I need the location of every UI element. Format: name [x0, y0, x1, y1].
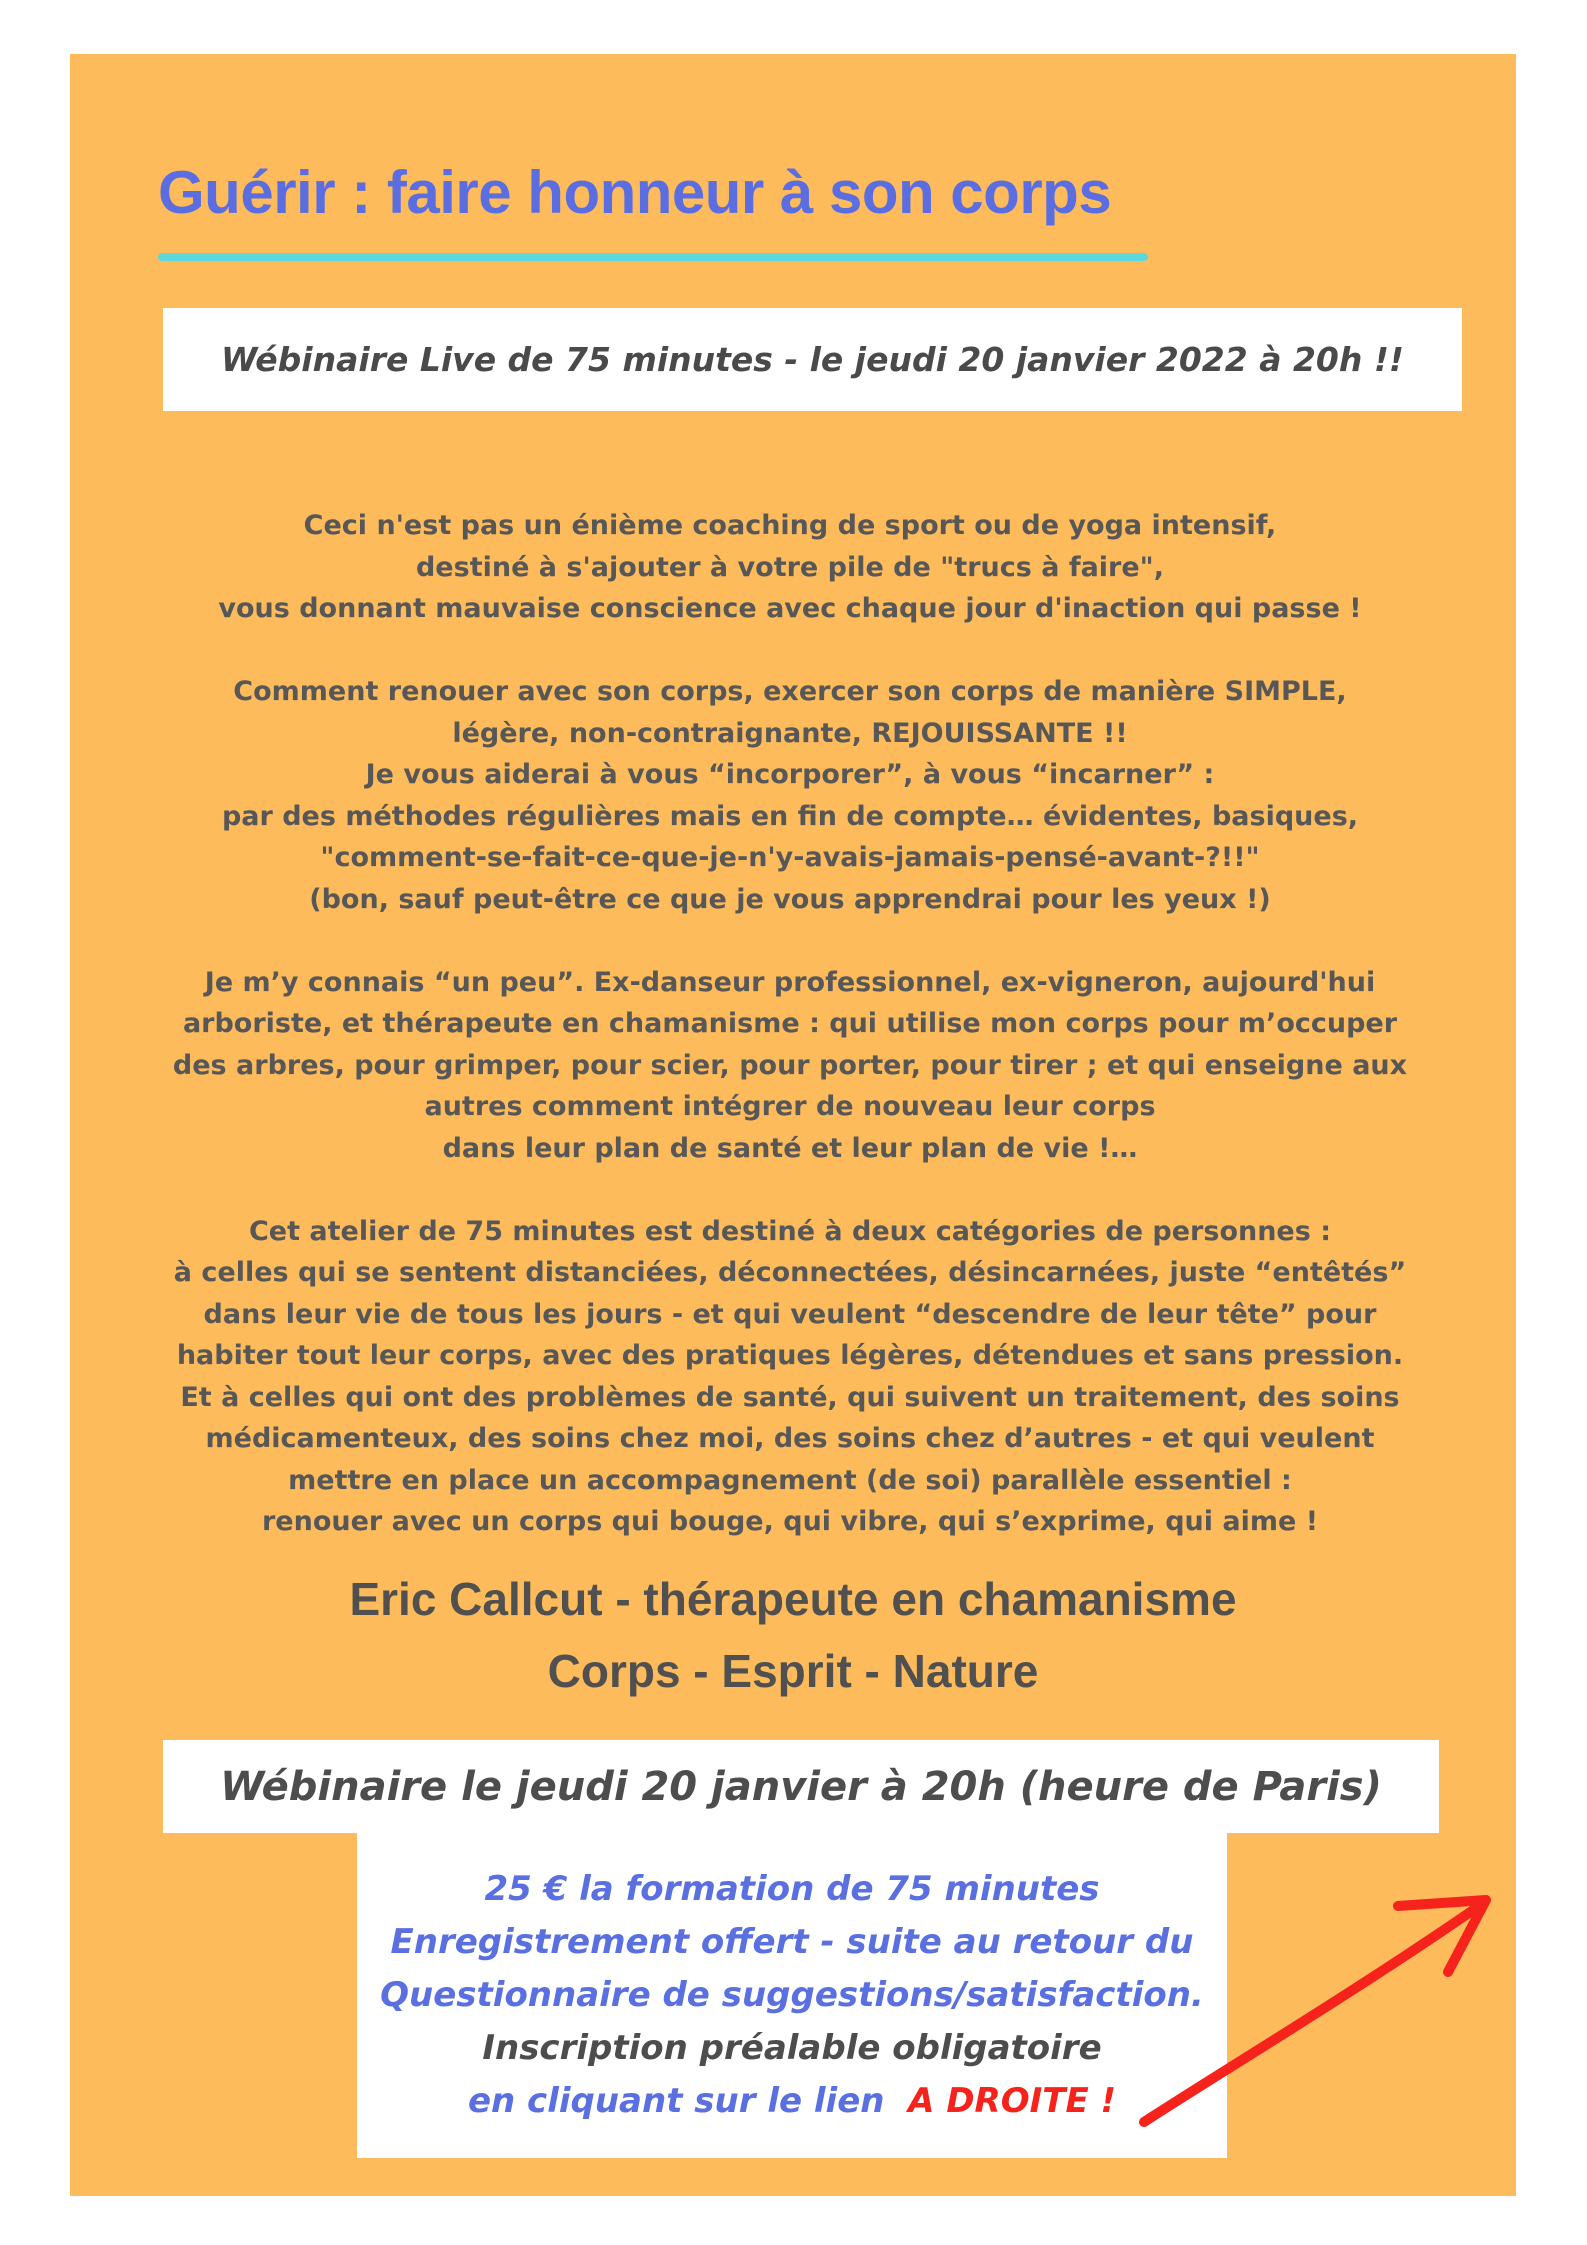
author-tagline: Corps - Esprit - Nature	[547, 1645, 1039, 1697]
paragraph-line: arboriste, et thérapeute en chamanisme : qui utilise mon corps pour m’occuper	[182, 1008, 1398, 1039]
paragraph-line: Je m’y connais “un peu”. Ex-danseur professionnel, ex-vigneron, aujourd'hui	[204, 966, 1376, 998]
paragraph-intro	[120, 505, 1460, 630]
paragraph-line: vous donnant mauvaise conscience avec chaque jour d'inaction qui passe !	[218, 593, 1362, 624]
page-title: Guérir : faire honneur à son corps	[158, 159, 1112, 226]
red-arrow-icon	[1130, 1890, 1510, 2150]
offer-recording: Enregistrement offert - suite au retour du	[390, 1922, 1194, 1962]
date-banner-text: Wébinaire Live de 75 minutes - le jeudi 20 janvier 2022 à 20h !!	[221, 340, 1404, 379]
date-banner	[163, 308, 1462, 411]
paragraph-line: par des méthodes régulières mais en fin de compte… évidentes, basiques,	[221, 800, 1359, 832]
paragraph-line: des arbres, pour grimper, pour scier, pour porter, pour tirer ; et qui enseigne aux	[172, 1049, 1408, 1081]
paragraph-line: Comment renouer avec son corps, exercer son corps de manière SIMPLE,	[233, 676, 1347, 707]
paragraph-method	[120, 671, 1460, 920]
description	[120, 505, 1460, 1543]
paragraph-line: Je vous aiderai à vous “incorporer”, à vous “incarner” :	[365, 759, 1215, 790]
paragraph-author	[120, 962, 1460, 1170]
paragraph-line: habiter tout leur corps, avec des pratiques légères, détendues et sans pression.	[176, 1340, 1404, 1371]
author-name: Eric Callcut - thérapeute en chamanisme	[349, 1573, 1237, 1625]
offer-registration: Inscription préalable obligatoire	[482, 2028, 1102, 2068]
paragraph-line: Ceci n'est pas un énième coaching de sport ou de yoga intensif,	[303, 510, 1277, 541]
paragraph-line: mettre en place un accompagnement (de soi) parallèle essentiel :	[288, 1464, 1292, 1496]
offer-box	[357, 1833, 1227, 2158]
paragraph-line: dans leur vie de tous les jours - et qui veulent “descendre de leur tête” pour	[203, 1298, 1377, 1330]
title-underline	[158, 253, 1148, 261]
paragraph-line: Et à celles qui ont des problèmes de santé, qui suivent un traitement, des soins	[180, 1381, 1400, 1413]
paragraph-line: destiné à s'ajouter à votre pile de "trucs à faire",	[415, 551, 1164, 583]
offer-link-line	[468, 2075, 1116, 2128]
offer-link-target[interactable]: A DROITE !	[908, 2081, 1117, 2121]
paragraph-audience	[120, 1211, 1460, 1543]
paragraph-line: renouer avec un corps qui bouge, qui vibre, qui s’exprime, qui aime !	[261, 1506, 1319, 1537]
webinar-banner	[163, 1740, 1439, 1833]
signature	[70, 1563, 1516, 1707]
paragraph-line: (bon, sauf peut-être ce que je vous apprendrai pour les yeux !)	[309, 883, 1271, 915]
paragraph-line: "comment-se-fait-ce-que-je-n'y-avais-jamais-pensé-avant-?!!"	[320, 842, 1260, 873]
paragraph-line: médicamenteux, des soins chez moi, des soins chez d’autres - et qui veulent	[205, 1423, 1375, 1454]
paragraph-line: autres comment intégrer de nouveau leur corps	[424, 1091, 1156, 1122]
paragraph-line: dans leur plan de santé et leur plan de vie !…	[442, 1132, 1138, 1164]
offer-link-text: en cliquant sur le lien	[467, 2081, 885, 2121]
paragraph-line: Cet atelier de 75 minutes est destiné à deux catégories de personnes :	[248, 1215, 1332, 1247]
webinar-banner-text: Wébinaire le jeudi 20 janvier à 20h (heure de Paris)	[220, 1763, 1382, 1810]
paragraph-line: à celles qui se sentent distanciées, déconnectées, désincarnées, juste “entêtés”	[173, 1257, 1407, 1288]
offer-questionnaire: Questionnaire de suggestions/satisfaction.	[380, 1975, 1204, 2015]
offer-price: 25 € la formation de 75 minutes	[484, 1869, 1100, 1909]
paragraph-line: légère, non-contraignante, REJOUISSANTE !!	[452, 717, 1128, 749]
